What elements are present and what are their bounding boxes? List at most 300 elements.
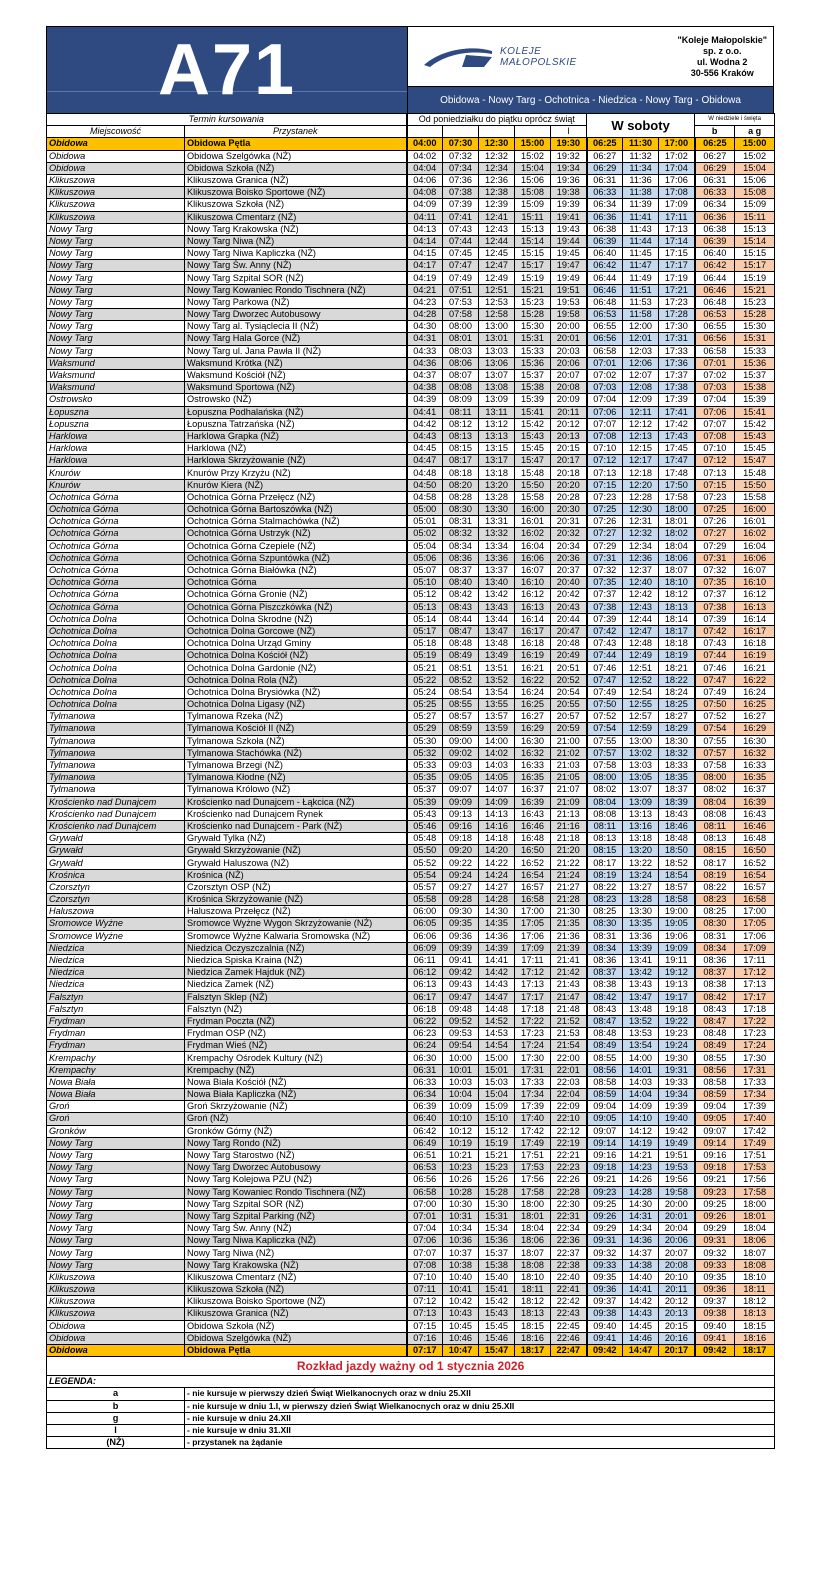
- departure-time: 18:25: [659, 699, 695, 711]
- stop-name-cell: Haluszowa Przełęcz (NŻ): [185, 906, 407, 918]
- departure-time: 17:21: [659, 284, 695, 296]
- departure-time: 15:38: [479, 1259, 515, 1271]
- stop-row: [47, 759, 775, 771]
- departure-time: 13:44: [479, 613, 515, 625]
- departure-time: 15:45: [735, 443, 775, 455]
- departure-time: 22:26: [551, 1174, 587, 1186]
- departure-time: 15:12: [479, 1125, 515, 1137]
- town-cell: Frydman: [47, 1015, 185, 1027]
- stop-name-cell: Knurów Przy Krzyżu (NŻ): [185, 467, 407, 479]
- legend-text: - nie kursuje w dniu 1.I, w pierwszy dzień Świąt Wielkanocnych oraz w dniu 25.XII: [185, 1400, 775, 1412]
- departure-time: 20:10: [659, 1271, 695, 1283]
- departure-time: 18:21: [659, 662, 695, 674]
- departure-time: 09:03: [443, 759, 479, 771]
- departure-time: 17:30: [659, 321, 695, 333]
- stop-row: [47, 345, 775, 357]
- town-cell: Waksmund: [47, 369, 185, 381]
- departure-time: 22:03: [551, 1076, 587, 1088]
- departure-time: 16:01: [515, 516, 551, 528]
- departure-time: 07:46: [587, 662, 623, 674]
- town-cell: Nowy Targ: [47, 296, 185, 308]
- departure-time: 06:36: [695, 211, 735, 223]
- departure-time: 18:11: [735, 1284, 775, 1296]
- town-cell: Ochotnica Górna: [47, 540, 185, 552]
- departure-time: 15:36: [735, 357, 775, 369]
- departure-time: 06:22: [407, 1015, 443, 1027]
- departure-time: 09:21: [695, 1174, 735, 1186]
- stop-name-cell: Nowy Targ Dworzec Autobusowy: [185, 309, 407, 321]
- stop-name-cell: Ochotnica Dolna Gorcowe (NŻ): [185, 625, 407, 637]
- departure-time: 18:48: [659, 833, 695, 845]
- departure-time: 15:37: [515, 369, 551, 381]
- departure-time: 14:01: [623, 1064, 659, 1076]
- town-cell: Niedzica: [47, 954, 185, 966]
- departure-time: 12:36: [479, 174, 515, 186]
- departure-time: 15:38: [735, 382, 775, 394]
- departure-time: 12:49: [479, 272, 515, 284]
- departure-time: 09:54: [443, 1040, 479, 1052]
- stop-row: [47, 820, 775, 832]
- departure-time: 17:39: [735, 1101, 775, 1113]
- departure-time: 13:11: [479, 406, 515, 418]
- departure-time: 12:41: [479, 211, 515, 223]
- departure-time: 17:17: [515, 991, 551, 1003]
- departure-time: 08:22: [695, 881, 735, 893]
- town-cell: Klikuszowa: [47, 1284, 185, 1296]
- town-cell: Tylmanowa: [47, 747, 185, 759]
- departure-time: 19:53: [551, 296, 587, 308]
- departure-time: 09:32: [695, 1247, 735, 1259]
- departure-time: 09:07: [695, 1125, 735, 1137]
- stop-name-cell: Ochotnica Górna Piszczkówka (NŻ): [185, 601, 407, 613]
- departure-time: 07:37: [695, 589, 735, 601]
- departure-time: 21:24: [551, 869, 587, 881]
- stop-row: [47, 711, 775, 723]
- departure-time: 07:12: [407, 1296, 443, 1308]
- departure-time: 07:49: [443, 272, 479, 284]
- departure-time: 15:30: [479, 1198, 515, 1210]
- departure-time: 16:04: [735, 540, 775, 552]
- departure-time: 06:34: [407, 1089, 443, 1101]
- stop-name-cell: Nowa Biała Kościół (NŻ): [185, 1076, 407, 1088]
- departure-time: 15:47: [479, 1344, 515, 1356]
- departure-time: 11:49: [623, 272, 659, 284]
- stop-row: [47, 455, 775, 467]
- stop-row: [47, 674, 775, 686]
- stop-row: [47, 394, 775, 406]
- departure-time: 08:02: [695, 784, 735, 796]
- departure-time: 14:36: [623, 1235, 659, 1247]
- stop-name-cell: Tylmanowa Szkoła (NŻ): [185, 735, 407, 747]
- departure-time: 06:56: [695, 333, 735, 345]
- departure-time: 09:41: [587, 1332, 623, 1344]
- stop-row: [47, 1089, 775, 1101]
- departure-time: 08:34: [695, 942, 735, 954]
- departure-time: 07:32: [587, 564, 623, 576]
- departure-time: 19:56: [659, 1174, 695, 1186]
- departure-time: 13:13: [479, 430, 515, 442]
- departure-time: 15:28: [515, 309, 551, 321]
- departure-time: 09:00: [443, 735, 479, 747]
- departure-time: 11:36: [623, 174, 659, 186]
- departure-time: 11:34: [623, 162, 659, 174]
- departure-time: 10:30: [443, 1198, 479, 1210]
- departure-time: 17:18: [735, 1003, 775, 1015]
- departure-time: 10:01: [443, 1064, 479, 1076]
- departure-time: 15:33: [735, 345, 775, 357]
- departure-time: 09:42: [443, 967, 479, 979]
- departure-time: 04:31: [407, 333, 443, 345]
- departure-time: 09:36: [443, 930, 479, 942]
- departure-time: 21:28: [551, 894, 587, 906]
- departure-time: 12:15: [623, 443, 659, 455]
- departure-time: 10:03: [443, 1076, 479, 1088]
- departure-time: 12:31: [623, 516, 659, 528]
- company-address: [677, 35, 767, 79]
- departure-time: 13:30: [479, 504, 515, 516]
- stop-name-cell: Nowy Targ Rondo (NŻ): [185, 1137, 407, 1149]
- departure-time: 22:23: [551, 1162, 587, 1174]
- departure-time: 20:18: [551, 467, 587, 479]
- stop-row: [47, 1040, 775, 1052]
- departure-time: 10:28: [443, 1186, 479, 1198]
- departure-time: 07:06: [587, 406, 623, 418]
- departure-time: 18:43: [659, 808, 695, 820]
- departure-time: 13:53: [623, 1028, 659, 1040]
- departure-time: 16:46: [515, 820, 551, 832]
- miejscowosc-header: Miejscowość: [47, 126, 185, 138]
- stop-row: [47, 430, 775, 442]
- departure-time: 14:05: [479, 772, 515, 784]
- departure-time: 07:07: [407, 1247, 443, 1259]
- departure-time: 13:00: [623, 735, 659, 747]
- departure-time: 07:17: [407, 1344, 443, 1356]
- departure-time: 16:12: [735, 589, 775, 601]
- departure-time: 04:47: [407, 455, 443, 467]
- departure-time: 22:37: [551, 1247, 587, 1259]
- departure-time: 14:37: [623, 1247, 659, 1259]
- stop-name-cell: Nowy Targ Szpital Parking (NŻ): [185, 1210, 407, 1222]
- departure-time: 17:58: [735, 1186, 775, 1198]
- stop-row: [47, 406, 775, 418]
- departure-time: 04:50: [407, 479, 443, 491]
- departure-time: 12:58: [479, 309, 515, 321]
- town-cell: Nowy Targ: [47, 1137, 185, 1149]
- departure-time: 21:20: [551, 845, 587, 857]
- departure-time: 05:06: [407, 552, 443, 564]
- departure-time: 17:11: [515, 954, 551, 966]
- departure-time: 08:49: [587, 1040, 623, 1052]
- departure-time: 16:29: [515, 723, 551, 735]
- departure-time: 07:55: [695, 735, 735, 747]
- departure-time: 16:12: [515, 589, 551, 601]
- departure-time: 07:34: [443, 162, 479, 174]
- departure-time: 06:38: [695, 223, 735, 235]
- departure-time: 06:58: [695, 345, 735, 357]
- stop-row: [47, 1284, 775, 1296]
- departure-time: 05:30: [407, 735, 443, 747]
- departure-time: 18:07: [735, 1247, 775, 1259]
- departure-time: 12:13: [623, 430, 659, 442]
- departure-time: 13:54: [479, 686, 515, 698]
- stop-row: [47, 906, 775, 918]
- departure-time: 19:09: [659, 942, 695, 954]
- departure-time: 09:04: [695, 1101, 735, 1113]
- departure-time: 11:45: [623, 248, 659, 260]
- departure-time: 20:01: [659, 1210, 695, 1222]
- departure-time: 15:39: [515, 394, 551, 406]
- departure-time: 16:06: [735, 552, 775, 564]
- stop-row: [47, 552, 775, 564]
- departure-time: 17:12: [515, 967, 551, 979]
- departure-time: 04:48: [407, 467, 443, 479]
- departure-time: 21:48: [551, 1003, 587, 1015]
- departure-time: 18:54: [659, 869, 695, 881]
- departure-time: 09:21: [587, 1174, 623, 1186]
- departure-time: 07:50: [695, 699, 735, 711]
- logo-text-line2: MAŁOPOLSKIE: [500, 56, 577, 68]
- departure-time: 11:44: [623, 235, 659, 247]
- departure-time: 06:34: [695, 199, 735, 211]
- departure-time: 07:29: [695, 540, 735, 552]
- departure-time: 07:50: [587, 699, 623, 711]
- departure-time: 12:06: [623, 357, 659, 369]
- departure-time: 08:43: [695, 1003, 735, 1015]
- departure-time: 14:27: [479, 881, 515, 893]
- course-mark: b: [695, 126, 735, 138]
- departure-time: 14:21: [623, 1149, 659, 1161]
- departure-time: 14:04: [623, 1089, 659, 1101]
- departure-time: 12:49: [623, 650, 659, 662]
- departure-time: 07:15: [407, 1320, 443, 1332]
- departure-time: 06:53: [695, 309, 735, 321]
- departure-time: 12:34: [623, 540, 659, 552]
- town-cell: Tylmanowa: [47, 759, 185, 771]
- stop-name-cell: Łopuszna Podhalańska (NŻ): [185, 406, 407, 418]
- departure-time: 07:07: [695, 418, 735, 430]
- town-cell: Obidowa: [47, 1344, 185, 1356]
- departure-time: 15:34: [479, 1223, 515, 1235]
- departure-time: 18:39: [659, 796, 695, 808]
- departure-time: 13:47: [479, 625, 515, 637]
- departure-time: 04:37: [407, 369, 443, 381]
- town-cell: Ochotnica Dolna: [47, 613, 185, 625]
- departure-time: 17:06: [515, 930, 551, 942]
- departure-time: 20:47: [551, 625, 587, 637]
- departure-time: 15:45: [515, 443, 551, 455]
- departure-time: 17:09: [659, 199, 695, 211]
- departure-time: 07:46: [695, 662, 735, 674]
- departure-time: 09:07: [587, 1125, 623, 1137]
- town-cell: Niedzica: [47, 942, 185, 954]
- departure-time: 19:58: [659, 1186, 695, 1198]
- departure-time: 13:03: [479, 345, 515, 357]
- departure-time: 22:28: [551, 1186, 587, 1198]
- departure-time: 07:38: [443, 187, 479, 199]
- departure-time: 20:01: [551, 333, 587, 345]
- stop-row: [47, 747, 775, 759]
- town-cell: Tylmanowa: [47, 784, 185, 796]
- departure-time: 21:07: [551, 784, 587, 796]
- departure-time: 11:41: [623, 211, 659, 223]
- departure-time: 22:38: [551, 1259, 587, 1271]
- departure-time: 14:54: [479, 1040, 515, 1052]
- departure-time: 08:15: [587, 845, 623, 857]
- town-cell: Klikuszowa: [47, 1271, 185, 1283]
- departure-time: 15:19: [479, 1137, 515, 1149]
- departure-time: 20:28: [551, 491, 587, 503]
- stop-name-cell: Ochotnica Dolna Rola (NŻ): [185, 674, 407, 686]
- departure-time: 13:01: [479, 333, 515, 345]
- departure-time: 08:55: [587, 1052, 623, 1064]
- departure-time: 13:39: [623, 942, 659, 954]
- departure-time: 12:59: [623, 723, 659, 735]
- departure-time: 19:34: [551, 162, 587, 174]
- departure-time: 08:58: [695, 1076, 735, 1088]
- departure-time: 20:42: [551, 589, 587, 601]
- departure-time: 14:23: [623, 1162, 659, 1174]
- departure-time: 08:59: [695, 1089, 735, 1101]
- departure-time: 19:05: [659, 918, 695, 930]
- town-cell: Obidowa: [47, 1320, 185, 1332]
- departure-time: 06:53: [587, 309, 623, 321]
- departure-time: 12:32: [623, 528, 659, 540]
- departure-time: 09:40: [695, 1320, 735, 1332]
- departure-time: 12:47: [479, 260, 515, 272]
- departure-time: 16:07: [735, 564, 775, 576]
- departure-time: 16:33: [735, 759, 775, 771]
- departure-time: 05:17: [407, 625, 443, 637]
- departure-time: 18:00: [659, 504, 695, 516]
- stop-row: [47, 638, 775, 650]
- stop-row: [47, 150, 775, 162]
- town-cell: Krempachy: [47, 1064, 185, 1076]
- departure-time: 06:58: [407, 1186, 443, 1198]
- departure-time: 16:57: [735, 881, 775, 893]
- departure-time: 17:33: [515, 1076, 551, 1088]
- departure-time: 14:22: [479, 857, 515, 869]
- departure-time: 18:10: [735, 1271, 775, 1283]
- departure-time: 06:44: [695, 272, 735, 284]
- departure-time: 07:25: [695, 504, 735, 516]
- departure-time: 13:06: [479, 357, 515, 369]
- departure-time: 16:52: [735, 857, 775, 869]
- departure-time: 09:39: [443, 942, 479, 954]
- departure-time: 19:17: [659, 991, 695, 1003]
- town-cell: Krośnica: [47, 869, 185, 881]
- departure-time: 15:14: [515, 235, 551, 247]
- departure-time: 19:44: [551, 235, 587, 247]
- departure-time: 12:32: [479, 150, 515, 162]
- stop-row: [47, 1271, 775, 1283]
- departure-time: 15:02: [735, 150, 775, 162]
- stop-row: [47, 235, 775, 247]
- departure-time: 13:31: [479, 516, 515, 528]
- stop-row: [47, 881, 775, 893]
- departure-time: 05:21: [407, 662, 443, 674]
- departure-time: 09:30: [443, 906, 479, 918]
- departure-time: 22:42: [551, 1296, 587, 1308]
- departure-time: 17:42: [659, 418, 695, 430]
- course-mark: [515, 126, 551, 138]
- departure-time: 07:57: [587, 747, 623, 759]
- departure-time: 10:42: [443, 1296, 479, 1308]
- departure-time: 13:07: [479, 369, 515, 381]
- departure-time: 08:42: [443, 589, 479, 601]
- stop-row: [47, 1064, 775, 1076]
- stop-row: [47, 223, 775, 235]
- departure-time: 05:52: [407, 857, 443, 869]
- departure-time: 09:16: [587, 1149, 623, 1161]
- sunday-header: W niedziele i święta: [695, 114, 775, 126]
- town-cell: Waksmund: [47, 357, 185, 369]
- departure-time: 05:50: [407, 845, 443, 857]
- stop-name-cell: Tylmanowa Kościół II (NŻ): [185, 723, 407, 735]
- departure-time: 12:36: [623, 552, 659, 564]
- departure-time: 17:30: [735, 1052, 775, 1064]
- departure-time: 08:34: [443, 540, 479, 552]
- departure-time: 17:28: [659, 309, 695, 321]
- departure-time: 09:38: [695, 1308, 735, 1320]
- town-cell: Knurów: [47, 479, 185, 491]
- departure-time: 07:39: [443, 199, 479, 211]
- departure-time: 15:37: [735, 369, 775, 381]
- stop-name-cell: Ochotnica Górna Bartoszówka (NŻ): [185, 504, 407, 516]
- stop-name-cell: Grywałd Skrzyżowanie (NŻ): [185, 845, 407, 857]
- departure-time: 14:20: [479, 845, 515, 857]
- departure-time: 08:08: [695, 808, 735, 820]
- departure-time: 16:27: [735, 711, 775, 723]
- departure-time: 16:17: [515, 625, 551, 637]
- departure-time: 08:36: [443, 552, 479, 564]
- departure-time: 06:56: [407, 1174, 443, 1186]
- town-cell: Klikuszowa: [47, 1296, 185, 1308]
- departure-time: 20:12: [551, 418, 587, 430]
- town-cell: Sromowce Wyżne: [47, 930, 185, 942]
- departure-time: 14:26: [623, 1174, 659, 1186]
- departure-time: 08:11: [443, 406, 479, 418]
- departure-time: 20:57: [551, 711, 587, 723]
- stop-row: [47, 686, 775, 698]
- departure-time: 18:04: [735, 1223, 775, 1235]
- departure-time: 11:39: [623, 199, 659, 211]
- departure-time: 04:38: [407, 382, 443, 394]
- departure-time: 08:17: [443, 455, 479, 467]
- departure-time: 17:11: [735, 954, 775, 966]
- departure-time: 17:13: [735, 979, 775, 991]
- header: [46, 26, 774, 113]
- departure-time: 09:35: [695, 1271, 735, 1283]
- stop-name-cell: Sromowce Wyżne Kalwaria Sromowska (NŻ): [185, 930, 407, 942]
- departure-time: 22:45: [551, 1320, 587, 1332]
- stop-name-cell: Krościenko nad Dunajcem - Park (NŻ): [185, 820, 407, 832]
- departure-time: 17:09: [515, 942, 551, 954]
- stop-row: [47, 1235, 775, 1247]
- departure-time: 08:18: [443, 467, 479, 479]
- departure-time: 06:40: [587, 248, 623, 260]
- stop-row: [47, 845, 775, 857]
- departure-time: 13:36: [623, 930, 659, 942]
- departure-time: 05:24: [407, 686, 443, 698]
- departure-time: 06:48: [695, 296, 735, 308]
- departure-time: 21:05: [551, 772, 587, 784]
- departure-time: 14:10: [623, 1113, 659, 1125]
- departure-time: 10:37: [443, 1247, 479, 1259]
- stop-row: [47, 735, 775, 747]
- town-cell: Falsztyn: [47, 1003, 185, 1015]
- stop-name-cell: Ochotnica Górna Czepiele (NŻ): [185, 540, 407, 552]
- course-mark: a g: [735, 126, 775, 138]
